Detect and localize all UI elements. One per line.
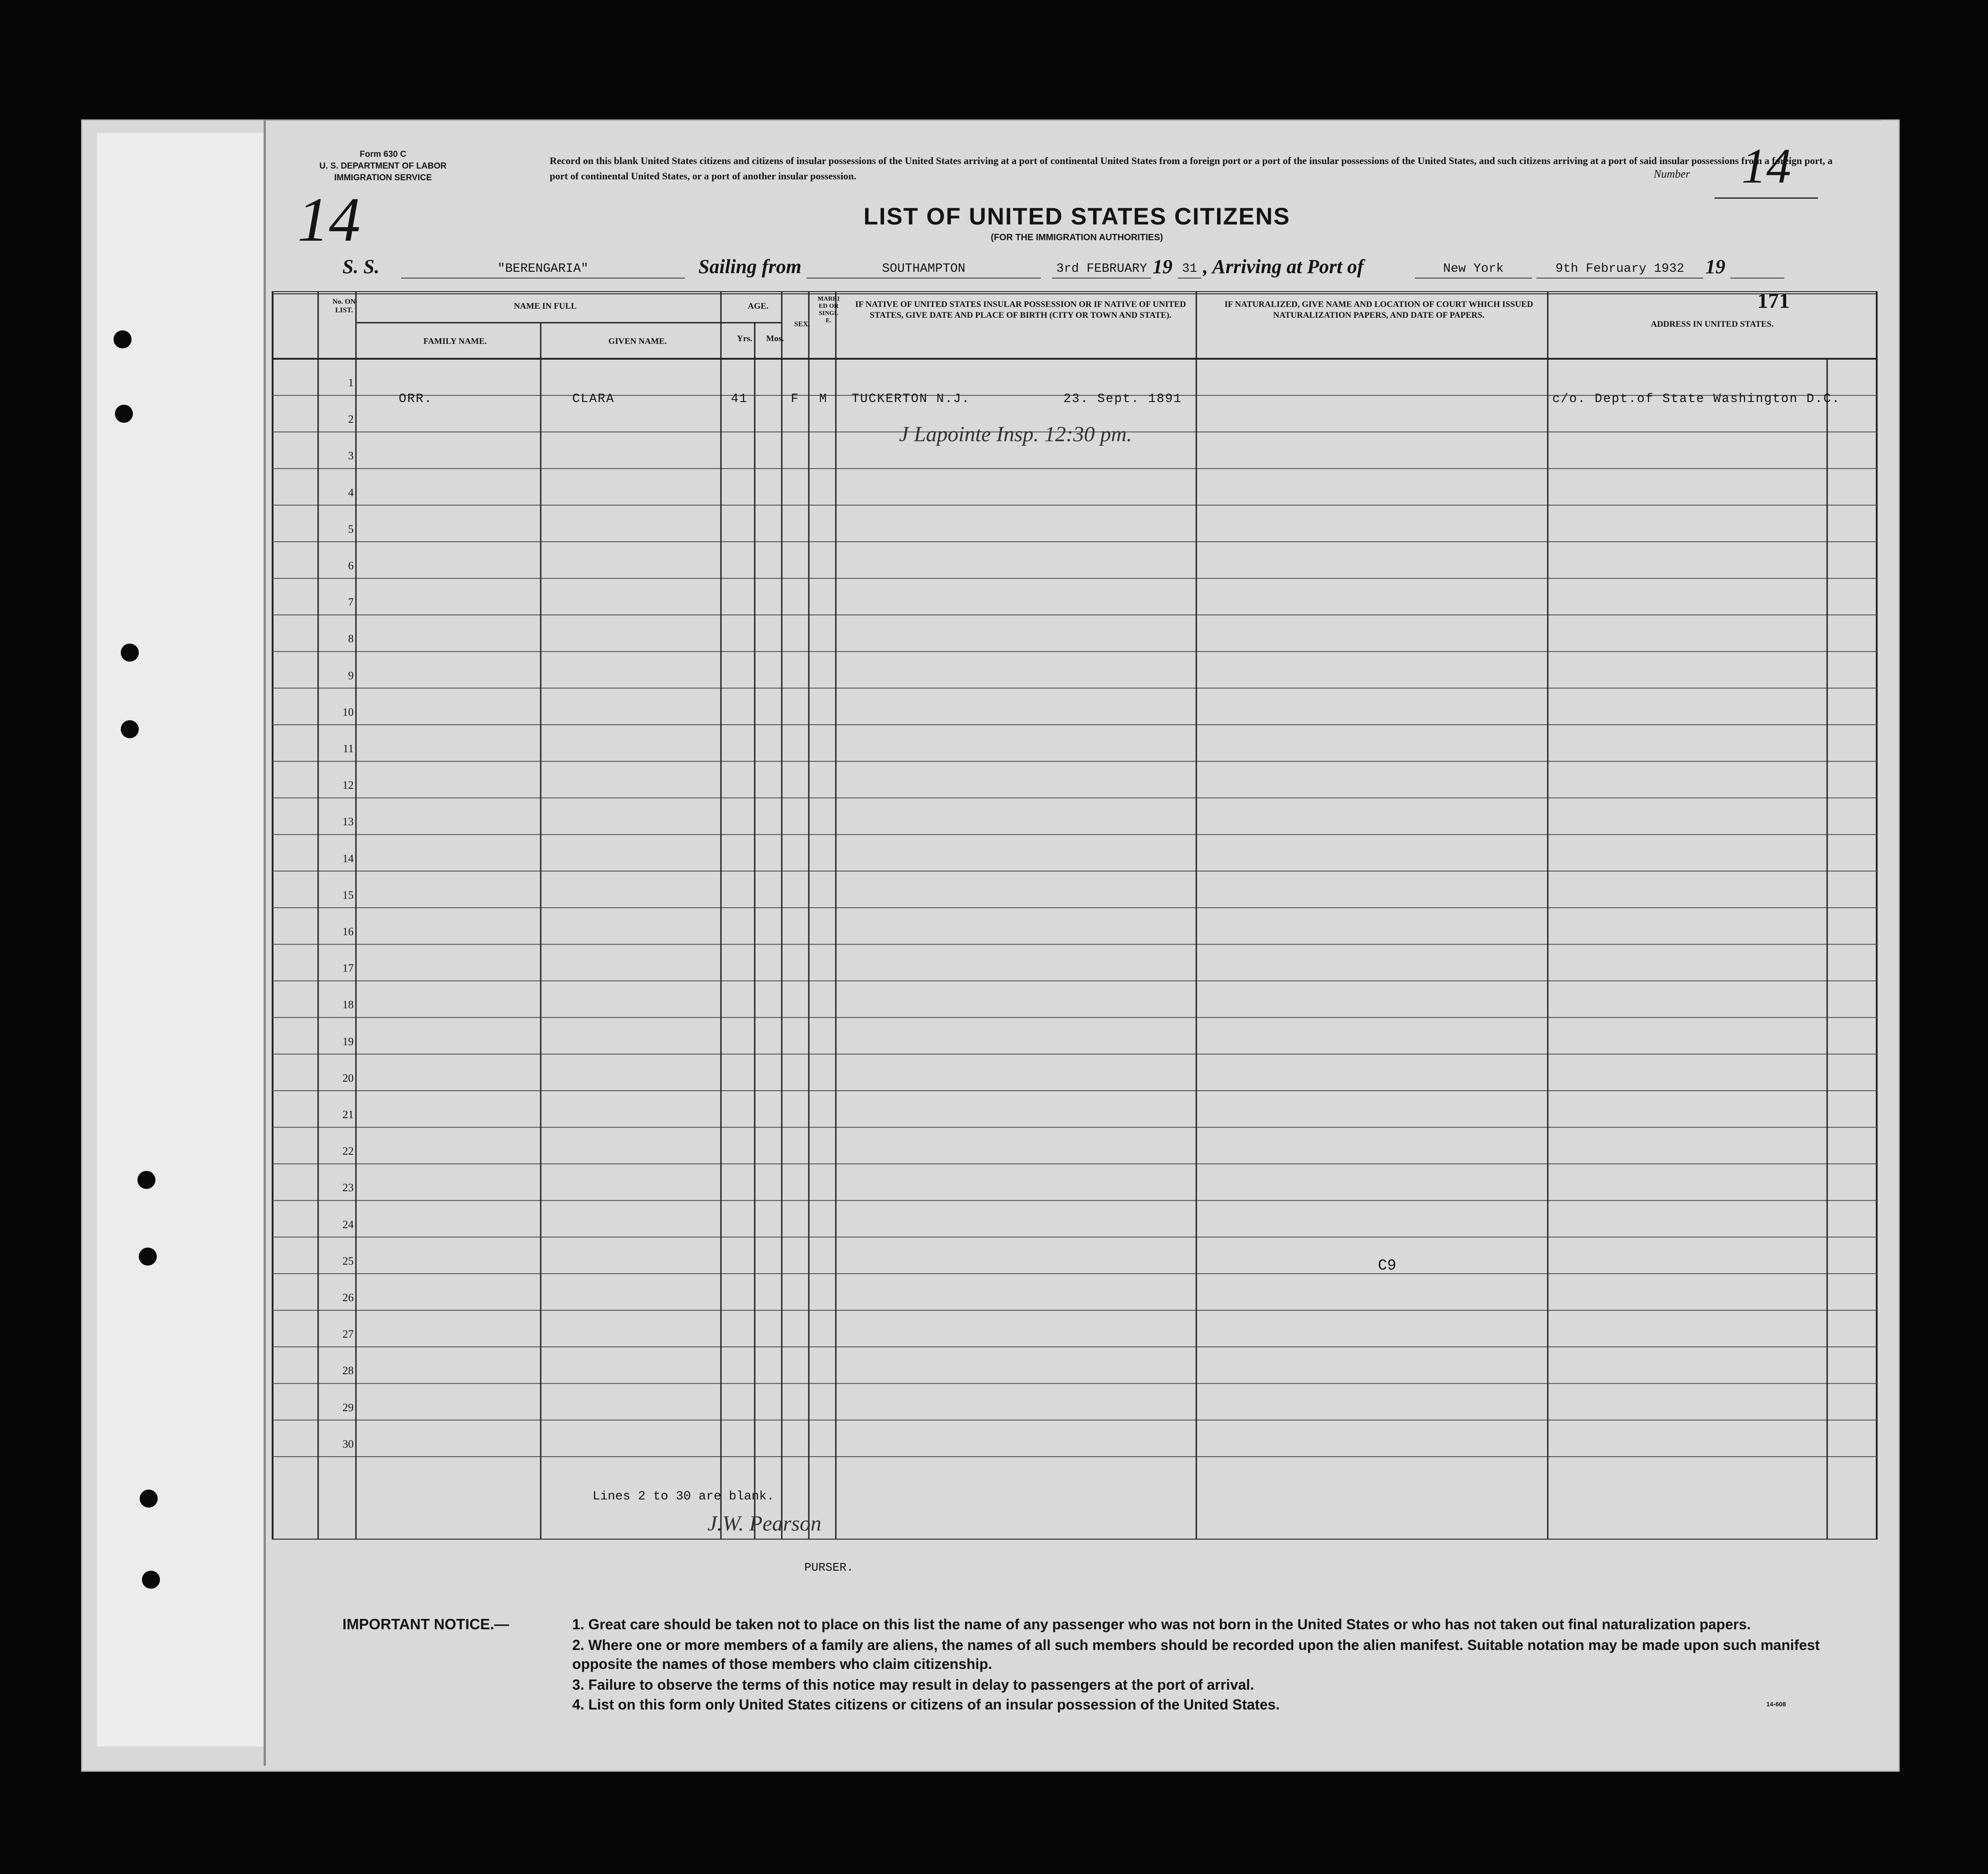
entry-age-years: 41 (731, 392, 748, 406)
form-number: Form 630 C (360, 150, 406, 159)
number-label: Number (1654, 168, 1690, 180)
row-number: 19 (342, 1035, 354, 1048)
punch-hole (139, 1248, 157, 1266)
notice-label: IMPORTANT NOTICE.— (342, 1616, 509, 1632)
row-number: 12 (342, 779, 354, 792)
row-number: 14 (342, 852, 354, 865)
header-name-in-full: NAME IN FULL (514, 302, 577, 311)
punch-hole (137, 1171, 155, 1189)
punch-hole (121, 644, 139, 662)
row-number: 27 (342, 1328, 354, 1341)
form-code: 14-608 (1766, 1700, 1786, 1708)
row-number: 13 (342, 816, 354, 828)
header-married-single: MARRIED OR SINGLE. (817, 296, 840, 324)
punch-hole (140, 1490, 158, 1508)
manifest-table (266, 291, 1881, 1540)
header-age: AGE. (748, 302, 769, 311)
arriving-label: , Arriving at Port of (1203, 256, 1364, 278)
manifest-page (264, 119, 1881, 1766)
header-address: ADDRESS IN UNITED STATES. (1651, 320, 1774, 329)
punch-hole (121, 720, 139, 738)
entry-sex: F (791, 392, 799, 406)
page-subtitle: (FOR THE IMMIGRATION AUTHORITIES) (990, 233, 1163, 242)
row-number: 17 (342, 962, 354, 975)
handwritten-number: 14 (297, 185, 360, 255)
punch-hole (114, 330, 132, 348)
form-identifier (293, 149, 473, 184)
row-number: 23 (342, 1182, 354, 1194)
row-number: 5 (348, 523, 354, 535)
row-number: 20 (342, 1072, 354, 1084)
sailing-port: SOUTHAMPTON (807, 261, 1041, 279)
row-number: 9 (348, 669, 354, 682)
header-sex: SEX. (794, 320, 810, 328)
row-number: 2 (348, 413, 354, 426)
row-lines (273, 395, 1877, 1457)
punch-hole (115, 405, 133, 423)
arrival-port: New York (1415, 261, 1532, 279)
ship-name: "BERENGARIA" (401, 261, 685, 279)
purser-label: PURSER. (804, 1561, 854, 1574)
row-number: 21 (342, 1109, 354, 1121)
row-number: 18 (342, 999, 354, 1011)
punch-hole (142, 1571, 160, 1589)
row-number: 30 (342, 1438, 354, 1450)
service-name: IMMIGRATION SERVICE (334, 173, 432, 183)
notice-item: 2. Where one or more members of a family are aliens, the names of all such members should be recorded upon the alien manifest. Suitable notation may be made upon such manifest opposite the names of those members who claim citizenship. (572, 1637, 1820, 1672)
entry-birth-place: TUCKERTON N.J. (852, 392, 971, 406)
arrival-date: 9th February 1932 (1537, 261, 1703, 279)
row-number: 22 (342, 1145, 354, 1158)
entry-marital: M (819, 392, 828, 406)
row-number: 24 (342, 1218, 354, 1231)
arrival-year-field (1730, 261, 1784, 279)
row-number: 4 (348, 486, 354, 499)
inspector-signature: J Lapointe Insp. 12:30 pm. (899, 422, 1132, 446)
header-naturalized: IF NATURALIZED, GIVE NAME AND LOCATION OF COURT WHICH ISSUED NATURALIZATION PAPERS, AND DATE OF PAPERS. (1224, 300, 1533, 320)
row-number: 28 (342, 1365, 354, 1377)
row-number: 7 (348, 596, 354, 609)
entry-address: c/o. Dept.of State Washington D.C. (1552, 392, 1841, 406)
purser-signature: J.W. Pearson (707, 1512, 821, 1536)
sailing-year: 31 (1178, 261, 1201, 279)
form-instructions: Record on this blank United States citizens and citizens of insular possessions of the United States arriving at a port of continental United States from a foreign port or a port of the insular possessions of the United States, and such citizens arriving at a port of said insular possessions from a foreign port, a port of continental United States, or a port of another insular possession. (550, 155, 1833, 182)
row-number: 3 (348, 450, 354, 462)
header-months: Mos. (766, 334, 784, 343)
row-number: 25 (342, 1255, 354, 1267)
row-number: 11 (342, 743, 354, 755)
page-number: 171 (1757, 289, 1790, 313)
notice-item: 1. Great care should be taken not to place on this list the name of any passenger who was not born in the United States or who has not taken out final naturalization papers. (572, 1616, 1751, 1632)
header-given-name: GIVEN NAME. (608, 337, 667, 346)
entry-birth-date: 23. Sept. 1891 (1063, 392, 1182, 406)
header-family-name: FAMILY NAME. (423, 337, 487, 346)
arrival-year-prefix: 19 (1705, 256, 1725, 278)
sailing-date: 3rd FEBRUARY (1052, 261, 1151, 279)
row-number: 6 (348, 560, 354, 572)
entry-given-name: CLARA (572, 392, 615, 406)
entry-family-name: ORR. (399, 392, 433, 406)
row-number: 29 (342, 1401, 354, 1414)
row-number: 10 (342, 706, 354, 718)
department-name: U. S. DEPARTMENT OF LABOR (319, 161, 447, 171)
sailing-label: Sailing from (698, 256, 802, 278)
page-title: LIST OF UNITED STATES CITIZENS (863, 203, 1290, 230)
row-number: 1 (348, 377, 354, 389)
row-number: 26 (342, 1292, 354, 1304)
binding-margin (97, 133, 264, 1746)
notice-item: 4. List on this form only United States citizens or citizens of an insular possession of the United States. (572, 1696, 1280, 1713)
margin-mark: C9 (1378, 1257, 1396, 1275)
row-number: 8 (348, 633, 354, 645)
blank-lines-note: Lines 2 to 30 are blank. (593, 1490, 775, 1504)
row-number: 16 (342, 926, 354, 938)
row-number: 15 (342, 889, 354, 901)
year-prefix: 19 (1153, 256, 1172, 278)
header-years: Yrs. (737, 334, 752, 343)
header-birth: IF NATIVE OF UNITED STATES INSULAR POSSESSION OR IF NATIVE OF UNITED STATES, GIVE DATE AND PLACE OF BIRTH (CITY OR TOWN AND STATE). (855, 300, 1186, 320)
notice-item: 3. Failure to observe the terms of this notice may result in delay to passengers at the port of arrival. (572, 1677, 1254, 1693)
ss-label: S. S. (342, 256, 379, 278)
header-no-on-list: No. ON LIST. (332, 298, 356, 314)
number-value: 14 (1714, 134, 1818, 199)
